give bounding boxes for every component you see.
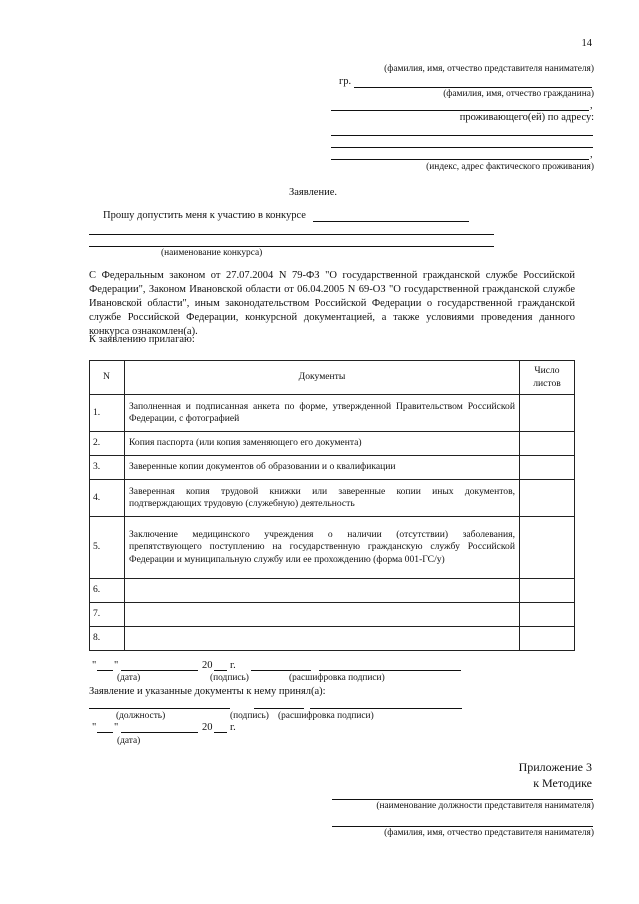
sign-caption-2: (подпись) xyxy=(230,711,269,721)
quote-close: " xyxy=(114,660,119,671)
row-count[interactable] xyxy=(520,395,575,432)
appendix-name-line[interactable] xyxy=(332,826,593,827)
month-line-2[interactable] xyxy=(121,732,198,733)
quote-open-2: " xyxy=(92,722,97,733)
row-doc: Копия паспорта (или копия заменяющего его документа) xyxy=(125,432,520,456)
row-num: 6. xyxy=(90,579,125,603)
acceptor-decode-line[interactable] xyxy=(310,708,462,709)
contest-name-line-1[interactable] xyxy=(313,221,469,222)
row-count[interactable] xyxy=(520,517,575,579)
row-doc: Заполненная и подписанная анкета по форме, утвержденной Правительством Российской Федерации, с фотографией xyxy=(125,395,520,432)
row-doc[interactable] xyxy=(125,579,520,603)
citizen-caption: (фамилия, имя, отчество гражданина) xyxy=(443,89,594,99)
row-num: 2. xyxy=(90,432,125,456)
row-num: 8. xyxy=(90,627,125,651)
address-line-3[interactable] xyxy=(331,159,589,160)
row-doc[interactable] xyxy=(125,627,520,651)
row-num: 4. xyxy=(90,480,125,517)
appendix-title: Приложение 3 xyxy=(518,760,592,774)
employer-rep-caption: (фамилия, имя, отчество представителя нанимателя) xyxy=(384,64,594,74)
day-line[interactable] xyxy=(97,670,113,671)
address-line-1[interactable] xyxy=(331,135,593,136)
row-count[interactable] xyxy=(520,480,575,517)
address-caption: (индекс, адрес фактического проживания) xyxy=(426,162,594,172)
attach-label: К заявлению прилагаю: xyxy=(89,334,195,345)
row-doc[interactable] xyxy=(125,603,520,627)
year-line-2[interactable] xyxy=(214,732,227,733)
header-docs: Документы xyxy=(125,361,520,395)
year-suffix: г. xyxy=(230,660,236,671)
row-doc: Заверенные копии документов об образовании и о квалификации xyxy=(125,456,520,480)
body-paragraph: С Федеральным законом от 27.07.2004 N 79-ФЗ "О государственной гражданской службе Российской Федерации", Законом Ивановской области от 06.04.2005 N 69-ОЗ "О государственной гражданской службе Ивановской области", иным законодательством Российской Федерации о государственной гражданской службе Российской Федерации, конкурсной документацией, а также условиями проведения данного конкурса ознакомлен(а). xyxy=(89,270,575,337)
acceptor-position-line[interactable] xyxy=(89,708,230,709)
contest-name-line-2[interactable] xyxy=(89,234,494,235)
appendix-position-caption: (наименование должности представителя нанимателя) xyxy=(376,801,594,811)
citizen-name-line[interactable] xyxy=(354,87,592,88)
header-num: N xyxy=(90,361,125,395)
date-caption: (дата) xyxy=(117,673,141,683)
row-count[interactable] xyxy=(520,456,575,480)
sign-caption: (подпись) xyxy=(210,673,249,683)
row-count[interactable] xyxy=(520,603,575,627)
header-count: Число листов xyxy=(520,361,575,395)
contest-name-line-3[interactable] xyxy=(89,246,494,247)
document-title: Заявление. xyxy=(289,187,337,198)
page-number: 14 xyxy=(581,38,592,49)
table-row xyxy=(90,432,575,456)
comma-1: , xyxy=(590,100,593,111)
quote-close-2: " xyxy=(114,722,119,733)
row-count[interactable] xyxy=(520,432,575,456)
year-prefix: 20 xyxy=(202,660,213,671)
table-row xyxy=(90,395,575,432)
appendix-name-caption: (фамилия, имя, отчество представителя нанимателя) xyxy=(384,828,594,838)
comma-2: , xyxy=(590,149,593,160)
row-num: 3. xyxy=(90,456,125,480)
table-row xyxy=(90,579,575,603)
address-line-2[interactable] xyxy=(331,147,593,148)
citizen-name-line-2[interactable] xyxy=(331,110,589,111)
request-text: Прошу допустить меня к участию в конкурсе xyxy=(103,210,306,221)
contest-caption: (наименование конкурса) xyxy=(161,248,263,258)
table-header-row xyxy=(90,361,575,395)
table-row xyxy=(90,456,575,480)
row-count[interactable] xyxy=(520,579,575,603)
position-caption: (должность) xyxy=(116,711,166,721)
documents-table xyxy=(89,360,575,651)
row-doc: Заключение медицинского учреждения о наличии (отсутствии) заболевания, препятствующего поступлению на государственную гражданскую службу Российской Федерации и муниципальную службу или ее прохождению (форма 001-ГС/у) xyxy=(125,517,520,579)
quote-open: " xyxy=(92,660,97,671)
year-line[interactable] xyxy=(214,670,227,671)
signature-decode-line[interactable] xyxy=(319,670,461,671)
appendix-position-line[interactable] xyxy=(332,799,593,800)
date-caption-2: (дата) xyxy=(117,736,141,746)
decode-caption: (расшифровка подписи) xyxy=(289,673,385,683)
table-row xyxy=(90,627,575,651)
row-doc: Заверенная копия трудовой книжки или заверенные копии иных документов, подтверждающих трудовую (служебную) деятельность xyxy=(125,480,520,517)
year-prefix-2: 20 xyxy=(202,722,213,733)
decode-caption-2: (расшифровка подписи) xyxy=(278,711,374,721)
month-line[interactable] xyxy=(121,670,198,671)
day-line-2[interactable] xyxy=(97,732,113,733)
row-count[interactable] xyxy=(520,627,575,651)
appendix-subtitle: к Методике xyxy=(533,776,592,790)
signature-line[interactable] xyxy=(251,670,311,671)
table-row xyxy=(90,603,575,627)
table-row xyxy=(90,517,575,579)
row-num: 7. xyxy=(90,603,125,627)
accepted-text: Заявление и указанные документы к нему принял(а): xyxy=(89,686,326,697)
acceptor-signature-line[interactable] xyxy=(254,708,304,709)
year-suffix-2: г. xyxy=(230,722,236,733)
residing-label: проживающего(ей) по адресу: xyxy=(459,112,594,123)
row-num: 1. xyxy=(90,395,125,432)
row-num: 5. xyxy=(90,517,125,579)
table-row xyxy=(90,480,575,517)
citizen-prefix: гр. xyxy=(339,76,352,87)
